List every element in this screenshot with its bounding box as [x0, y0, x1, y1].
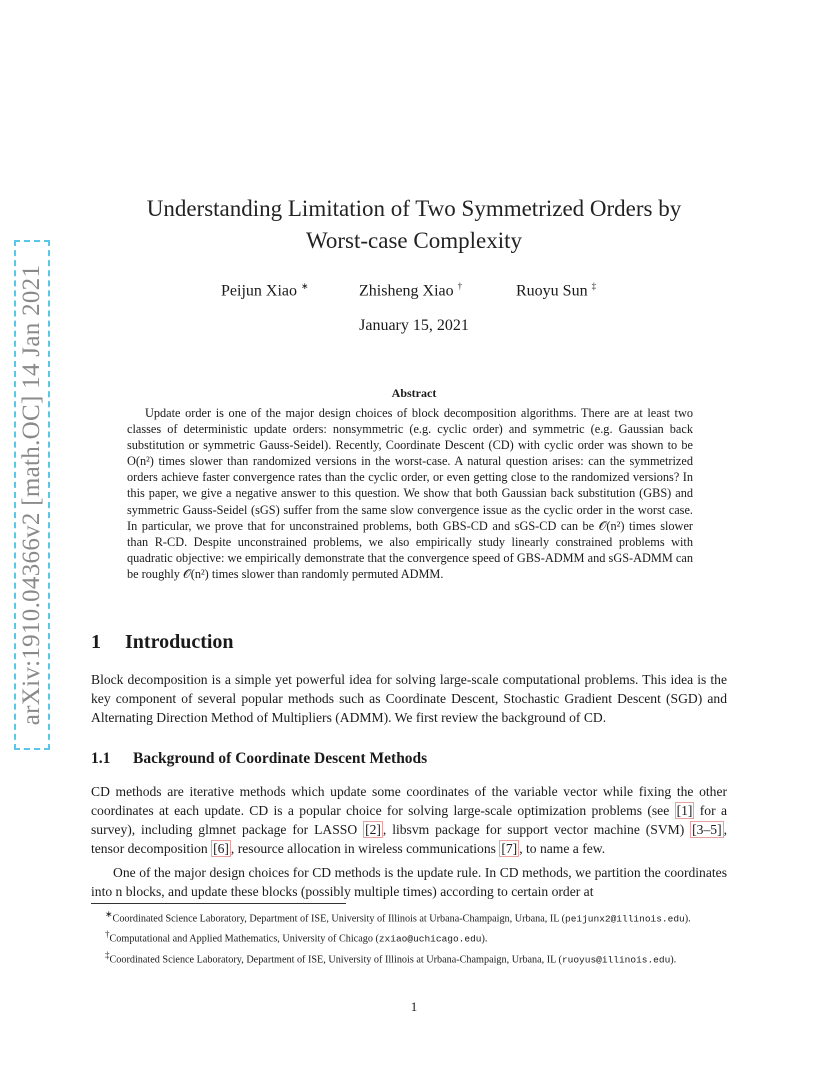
subsection-number: 1.1	[91, 750, 111, 767]
section-number: 1	[91, 631, 101, 653]
footnote-1: ∗Coordinated Science Laboratory, Department of ISE, University of Illinois at Urbana-Champaign, Urbana, IL (peijunx2@illinois.edu).	[105, 909, 691, 925]
citation-link[interactable]: [7]	[501, 841, 518, 856]
author-mark: ‡	[591, 281, 597, 291]
paper-title-line-2: Worst-case Complexity	[306, 228, 522, 253]
footnote-3: ‡Coordinated Science Laboratory, Department of ISE, University of Illinois at Urbana-Champaign, Urbana, IL (ruoyus@illinois.edu).	[105, 949, 677, 966]
abstract-heading: Abstract	[391, 386, 437, 400]
email-link[interactable]: zxiao@uchicago.edu	[378, 933, 482, 945]
footnotes	[91, 907, 727, 968]
footnote-2: †Computational and Applied Mathematics, University of Chicago (zxiao@uchicago.edu).	[105, 929, 488, 945]
introduction-paragraph	[91, 670, 727, 727]
abstract-body	[127, 405, 693, 582]
author-name: Ruoyu Sun	[516, 282, 588, 300]
abstract-text: Update order is one of the major design choices of block decomposition algorithms. There are at least two classes of deterministic update orders: nonsymmetric (e.g. cyclic order) and symmetric (e.g. Gaussian back substitution or symmetric Gauss-Seidel). Recently, Coordinate Descent (CD) with cyclic order was shown to be O(n²) times slower than randomized versions in the worst-case. A natural question arises: can the symmetrized orders achieve faster convergence rates than the cyclic order, or even getting close to the randomized versions? In this paper, we give a negative answer to this question. We show that both Gaussian back substitution (GBS) and symmetric Gauss-Seidel (sGS) suffer from the same slow convergence issue as the cyclic order in the worst case. In particular, we prove that for unconstrained problems, both GBS-CD and sGS-CD can be 𝒪(n²) times slower than R-CD. Despite unconstrained problems, we also empirically study linearly constrained problems with quadratic objective: we empirically demonstrate that the convergence speed of GBS-ADMM and sGS-ADMM can be roughly 𝒪(n²) times slower than randomly permuted ADMM.	[127, 406, 693, 581]
citation-link[interactable]: [1]	[676, 803, 693, 818]
subsection-heading	[91, 750, 427, 768]
background-paragraph	[91, 782, 727, 901]
email-link[interactable]: ruoyus@illinois.edu	[561, 954, 671, 966]
author-2	[359, 281, 462, 300]
footnote-rule	[91, 903, 346, 904]
paper-date: January 15, 2021	[359, 317, 469, 334]
author-name: Peijun Xiao	[221, 282, 297, 300]
arxiv-stamp: arXiv:1910.04366v2 [math.OC] 14 Jan 2021	[18, 264, 45, 726]
citation-link[interactable]: [3–5]	[692, 822, 722, 837]
email-link[interactable]: peijunx2@illinois.edu	[565, 913, 685, 925]
subsection-title: Background of Coordinate Descent Methods	[133, 750, 428, 767]
author-name: Zhisheng Xiao	[359, 282, 454, 300]
introduction-text: Block decomposition is a simple yet powerful idea for solving large-scale computational problems. This idea is the key component of several popular methods such as Coordinate Descent, Stochastic Gradient Descent (SGD) and Alternating Direction Method of Multipliers (ADMM). We first review the background of CD.	[91, 672, 727, 725]
author-1	[221, 281, 309, 300]
citation-link[interactable]: [6]	[213, 841, 229, 856]
author-mark: ∗	[301, 281, 309, 291]
section-title: Introduction	[125, 631, 234, 653]
page-number: 1	[410, 999, 418, 1014]
author-mark: †	[457, 281, 463, 291]
paper-title-line-1: Understanding Limitation of Two Symmetrized Orders by	[146, 196, 682, 221]
citation-link[interactable]: [2]	[365, 822, 381, 837]
background-text-2: One of the major design choices for CD methods is the update rule. In CD methods, we partition the coordinates into n blocks, and update these blocks (possibly multiple times) according to certain order at	[91, 865, 727, 899]
section-heading-introduction	[91, 631, 234, 654]
author-3	[516, 281, 596, 300]
background-text-1: CD methods are iterative methods which update some coordinates of the variable vector while fixing the other coordinates at each update. CD is a popular choice for solving large-scale optimization problems (see [1] for a survey), including glmnet package for LASSO [2] , libsvm package for support vector machine (SVM) [3–5] , tensor decomposition [6] , resource allocation in wireless communications [7] , to name a few.	[91, 784, 728, 856]
